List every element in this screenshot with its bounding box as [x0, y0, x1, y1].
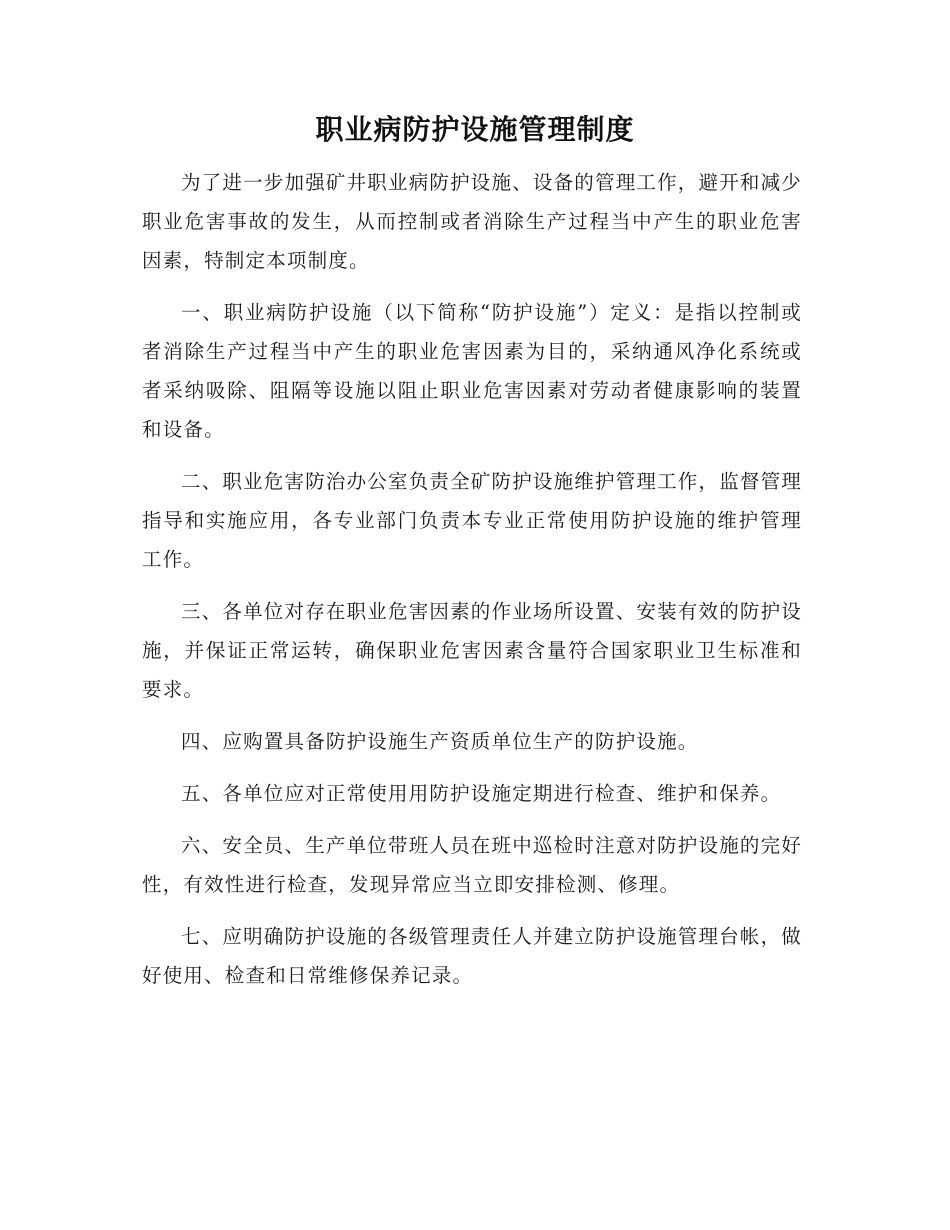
document-title: 职业病防护设施管理制度: [315, 113, 635, 146]
paragraph-6-patrol: 六、安全员、生产单位带班人员在班中巡检时注意对防护设施的完好性，有效性进行检查，发现异常应当立即安排检测、修理。: [142, 834, 803, 896]
paragraph-1-definition: 一、职业病防护设施（以下简称“防护设施”）定义：是指以控制或者消除生产过程当中产生的职业危害因素为目的，采纳通风净化系统或者采纳吸除、阻隔等设施以阻止职业危害因素对劳动者健康影响的装置和设备。: [142, 301, 802, 441]
paragraph-2-responsibility: 二、职业危害防治办公室负责全矿防护设施维护管理工作，监督管理指导和实施应用，各专业部门负责本专业正常使用防护设施的维护管理工作。: [142, 470, 803, 571]
paragraph-3-installation: 三、各单位对存在职业危害因素的作业场所设置、安装有效的防护设施，并保证正常运转，确保职业危害因素含量符合国家职业卫生标准和要求。: [142, 600, 803, 701]
paragraph-7-records: 七、应明确防护设施的各级管理责任人并建立防护设施管理台帐，做好使用、检查和日常维修保养记录。: [142, 925, 803, 987]
paragraph-5-inspection: 五、各单位应对正常使用用防护设施定期进行检查、维护和保养。: [181, 782, 782, 805]
document-body: [142, 163, 802, 1008]
paragraph-4-procurement: 四、应购置具备防护设施生产资质单位生产的防护设施。: [181, 730, 699, 753]
paragraph-intro: 为了进一步加强矿井职业病防护设施、设备的管理工作，避开和减少职业危害事故的发生，从而控制或者消除生产过程当中产生的职业危害因素，特制定本项制度。: [142, 171, 803, 272]
